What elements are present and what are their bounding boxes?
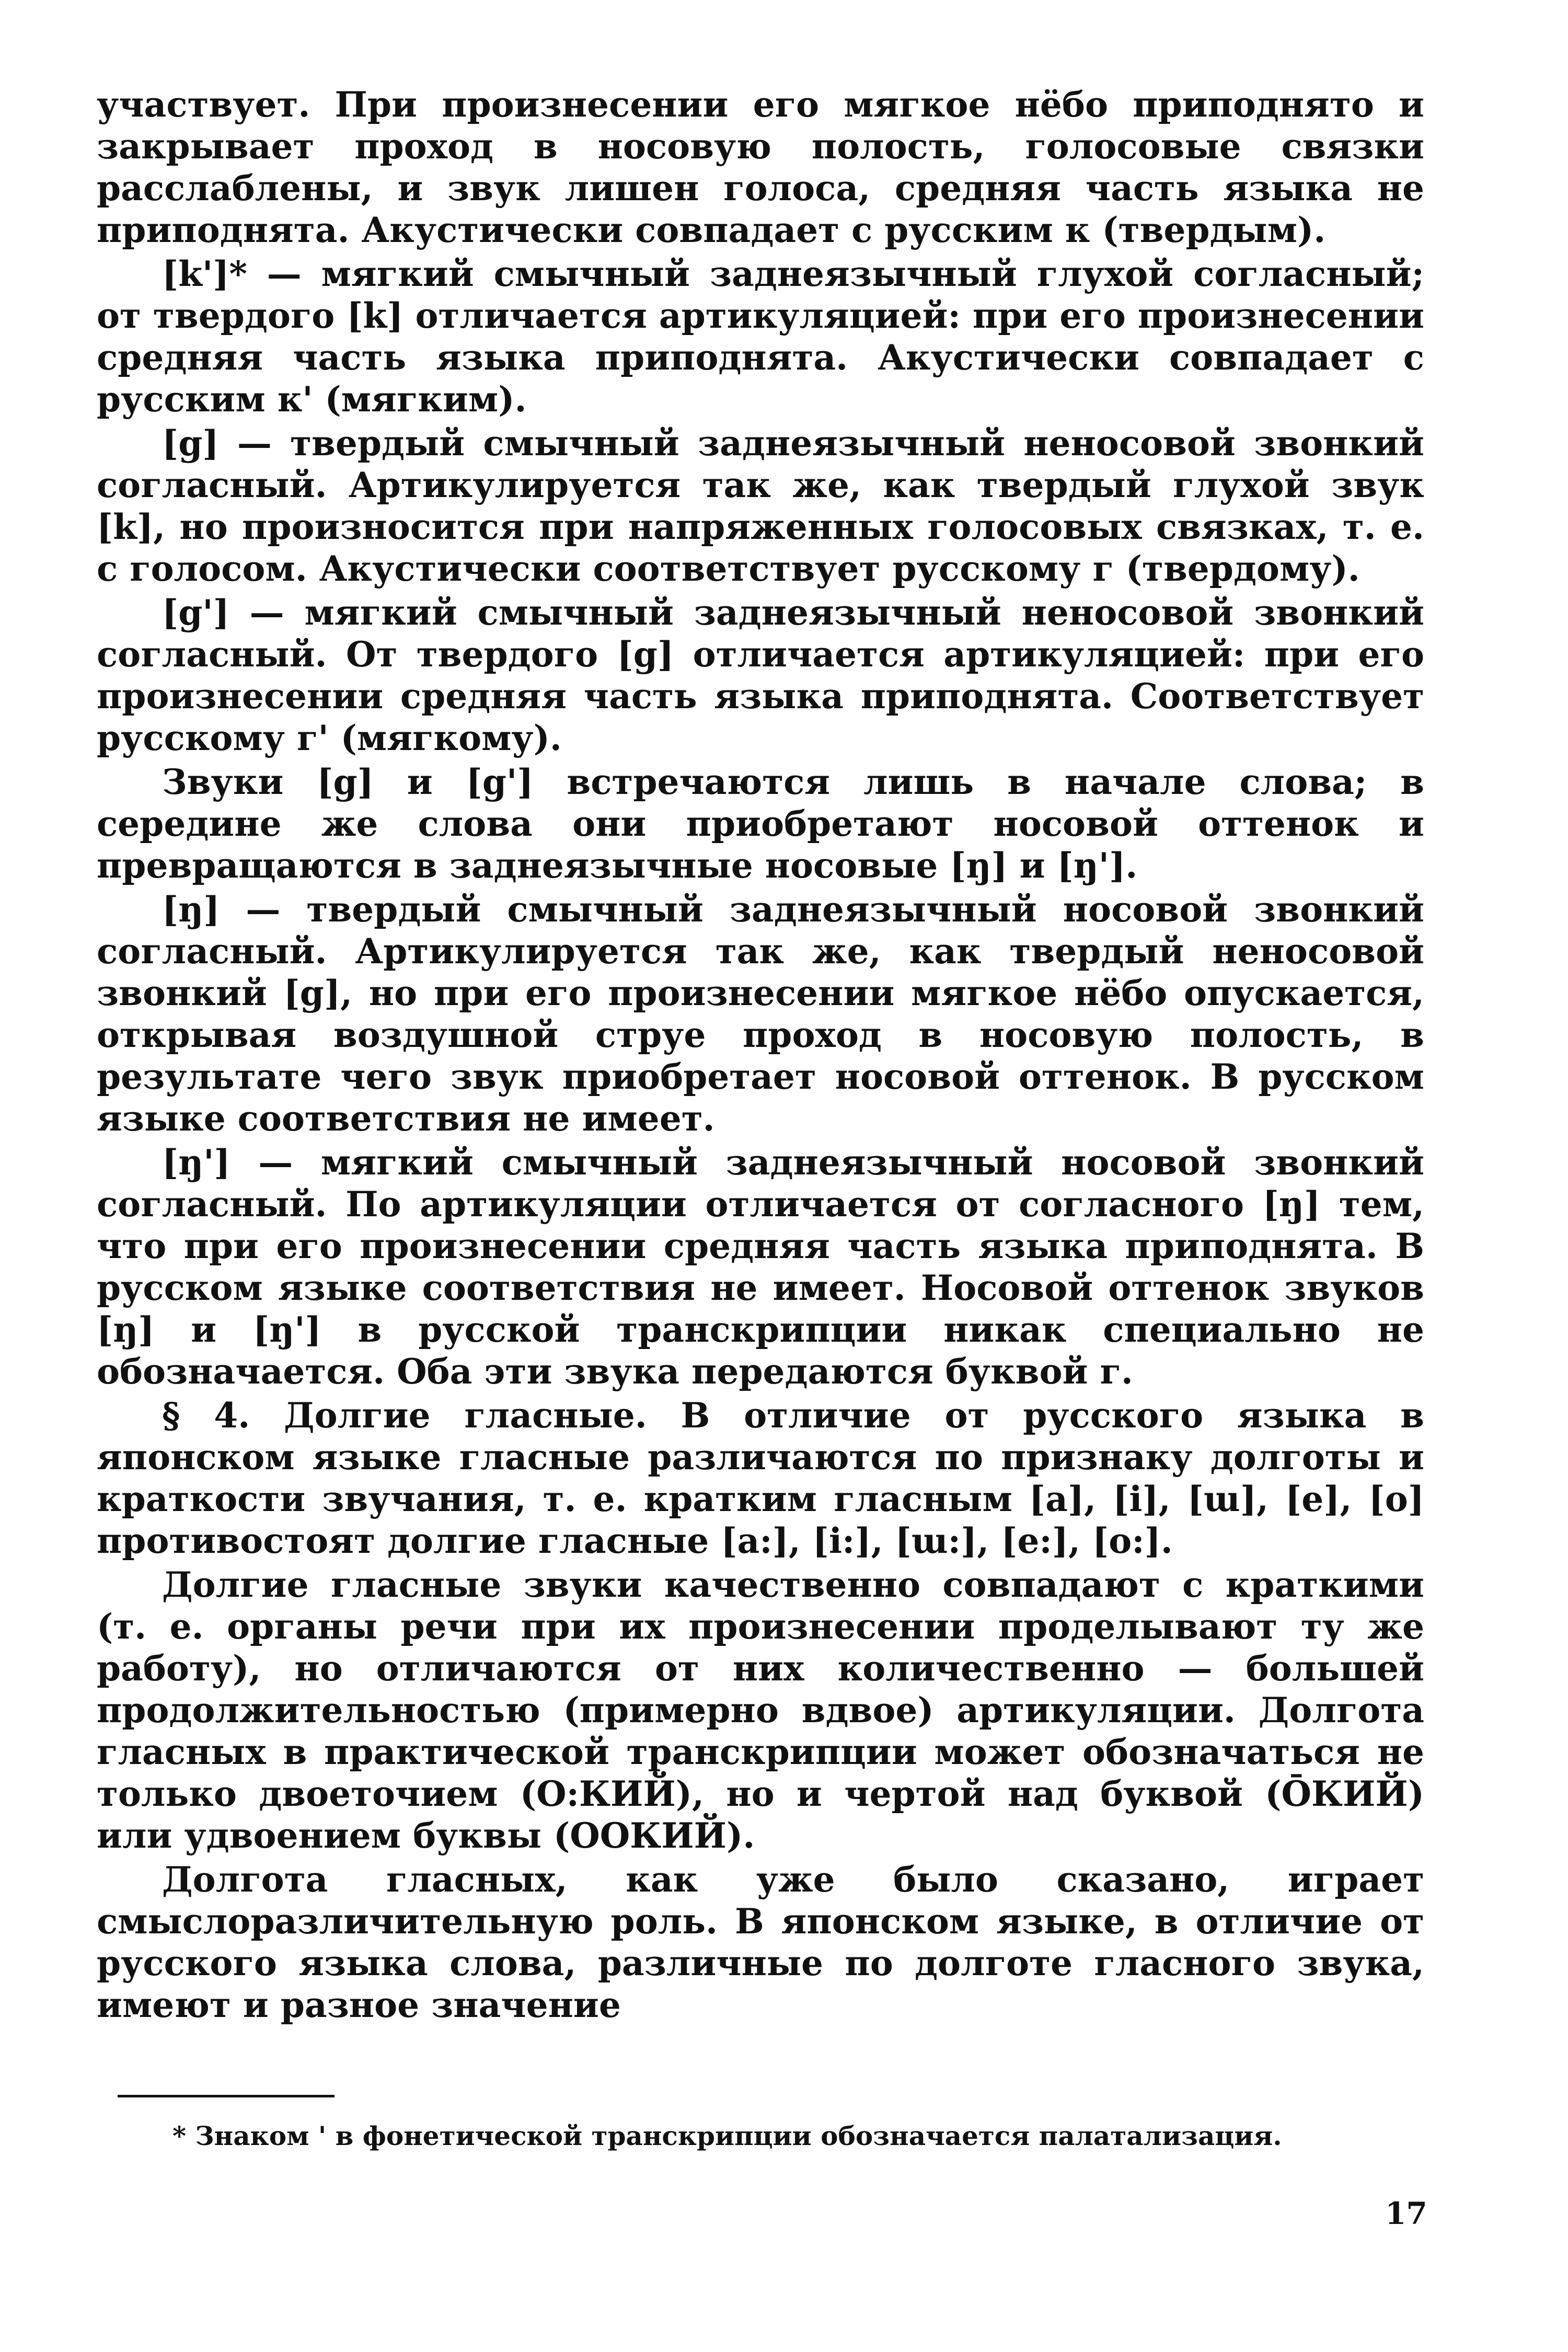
paragraph-ng-soft: [ŋ'] — мягкий смычный заднеязычный носовой звонкий согласный. По артикуляции отличается от согласного [ŋ] тем, что при его произнесении средняя часть языка приподнята. В русском языке соответствия не имеет. Носовой оттенок звуков [ŋ] и [ŋ'] в русской транскрипции никак специально не обозначается. Оба эти звука передаются буквой г. bbox=[97, 1142, 1424, 1392]
paragraph-ng-hard: [ŋ] — твердый смычный заднеязычный носовой звонкий согласный. Артикулируется так же, как твердый неносовой звонкий [g], но при его произнесении мягкое нёбо опускается, открывая воздушной струе проход в носовую полость, в результате чего звук приобретает носовой оттенок. В русском языке соответствия не имеет. bbox=[97, 889, 1424, 1139]
footnote-divider bbox=[118, 2095, 335, 2097]
paragraph-g-position: Звуки [g] и [g'] встречаются лишь в начале слова; в середине же слова они приобретают носовой оттенок и превращаются в заднеязычные носовые [ŋ] и [ŋ']. bbox=[97, 762, 1424, 886]
body-text bbox=[97, 84, 1424, 2026]
footnote: * Знаком ' в фонетической транскрипции обозначается палатализация. bbox=[172, 2120, 1282, 2151]
page-number: 17 bbox=[1385, 2196, 1427, 2231]
paragraph-k-hard-end: участвует. При произнесении его мягкое нёбо приподнято и закрывает проход в носовую полость, голосовые связки расслаблены, и звук лишен голоса, средняя часть языка не приподнята. Акустически совпадает с русским к (твердым). bbox=[97, 84, 1424, 250]
section-heading: § 4. Долгие гласные. bbox=[162, 1395, 647, 1436]
paragraph-section-4 bbox=[97, 1394, 1424, 1562]
paragraph-long-vowels-quality: Долгие гласные звуки качественно совпадают с краткими (т. е. органы речи при их произнесении проделывают ту же работу), но отличаются от них количественно — большей продолжительностью (примерно вдвое) артикуляции. Долгота гласных в практической транскрипции может обозначаться не только двоеточием (О:КИЙ), но и чертой над буквой (ŌКИЙ) или удвоением буквы (ООКИЙ). bbox=[97, 1564, 1424, 1856]
section-text: В отличие от русского языка в японском языке гласные различаются по признаку долготы и краткости звучания, т. е. кратким гласным [a], [i], [ɯ], [e], [o] противостоят долгие гласные [a:], [i:], [ɯ:], [e:], [o:]. bbox=[97, 1395, 1424, 1561]
paragraph-k-soft: [k']* — мягкий смычный заднеязычный глухой согласный; от твердого [k] отличается артикуляцией: при его произнесении средняя часть языка приподнята. Акустически совпадает с русским к' (мягким). bbox=[97, 253, 1424, 420]
paragraph-g-soft: [g'] — мягкий смычный заднеязычный неносовой звонкий согласный. От твердого [g] отличается артикуляцией: при его произнесении средняя часть языка приподнята. Соответствует русскому г' (мягкому). bbox=[97, 592, 1424, 758]
paragraph-long-vowels-meaning: Долгота гласных, как уже было сказано, играет смыслоразличительную роль. В японском языке, в отличие от русского языка слова, различные по долготе гласного звука, имеют и разное значение bbox=[97, 1859, 1424, 2025]
paragraph-g-hard: [g] — твердый смычный заднеязычный неносовой звонкий согласный. Артикулируется так же, как твердый глухой звук [k], но произносится при напряженных голосовых связках, т. е. с голосом. Акустически соответствует русскому г (твердому). bbox=[97, 423, 1424, 589]
